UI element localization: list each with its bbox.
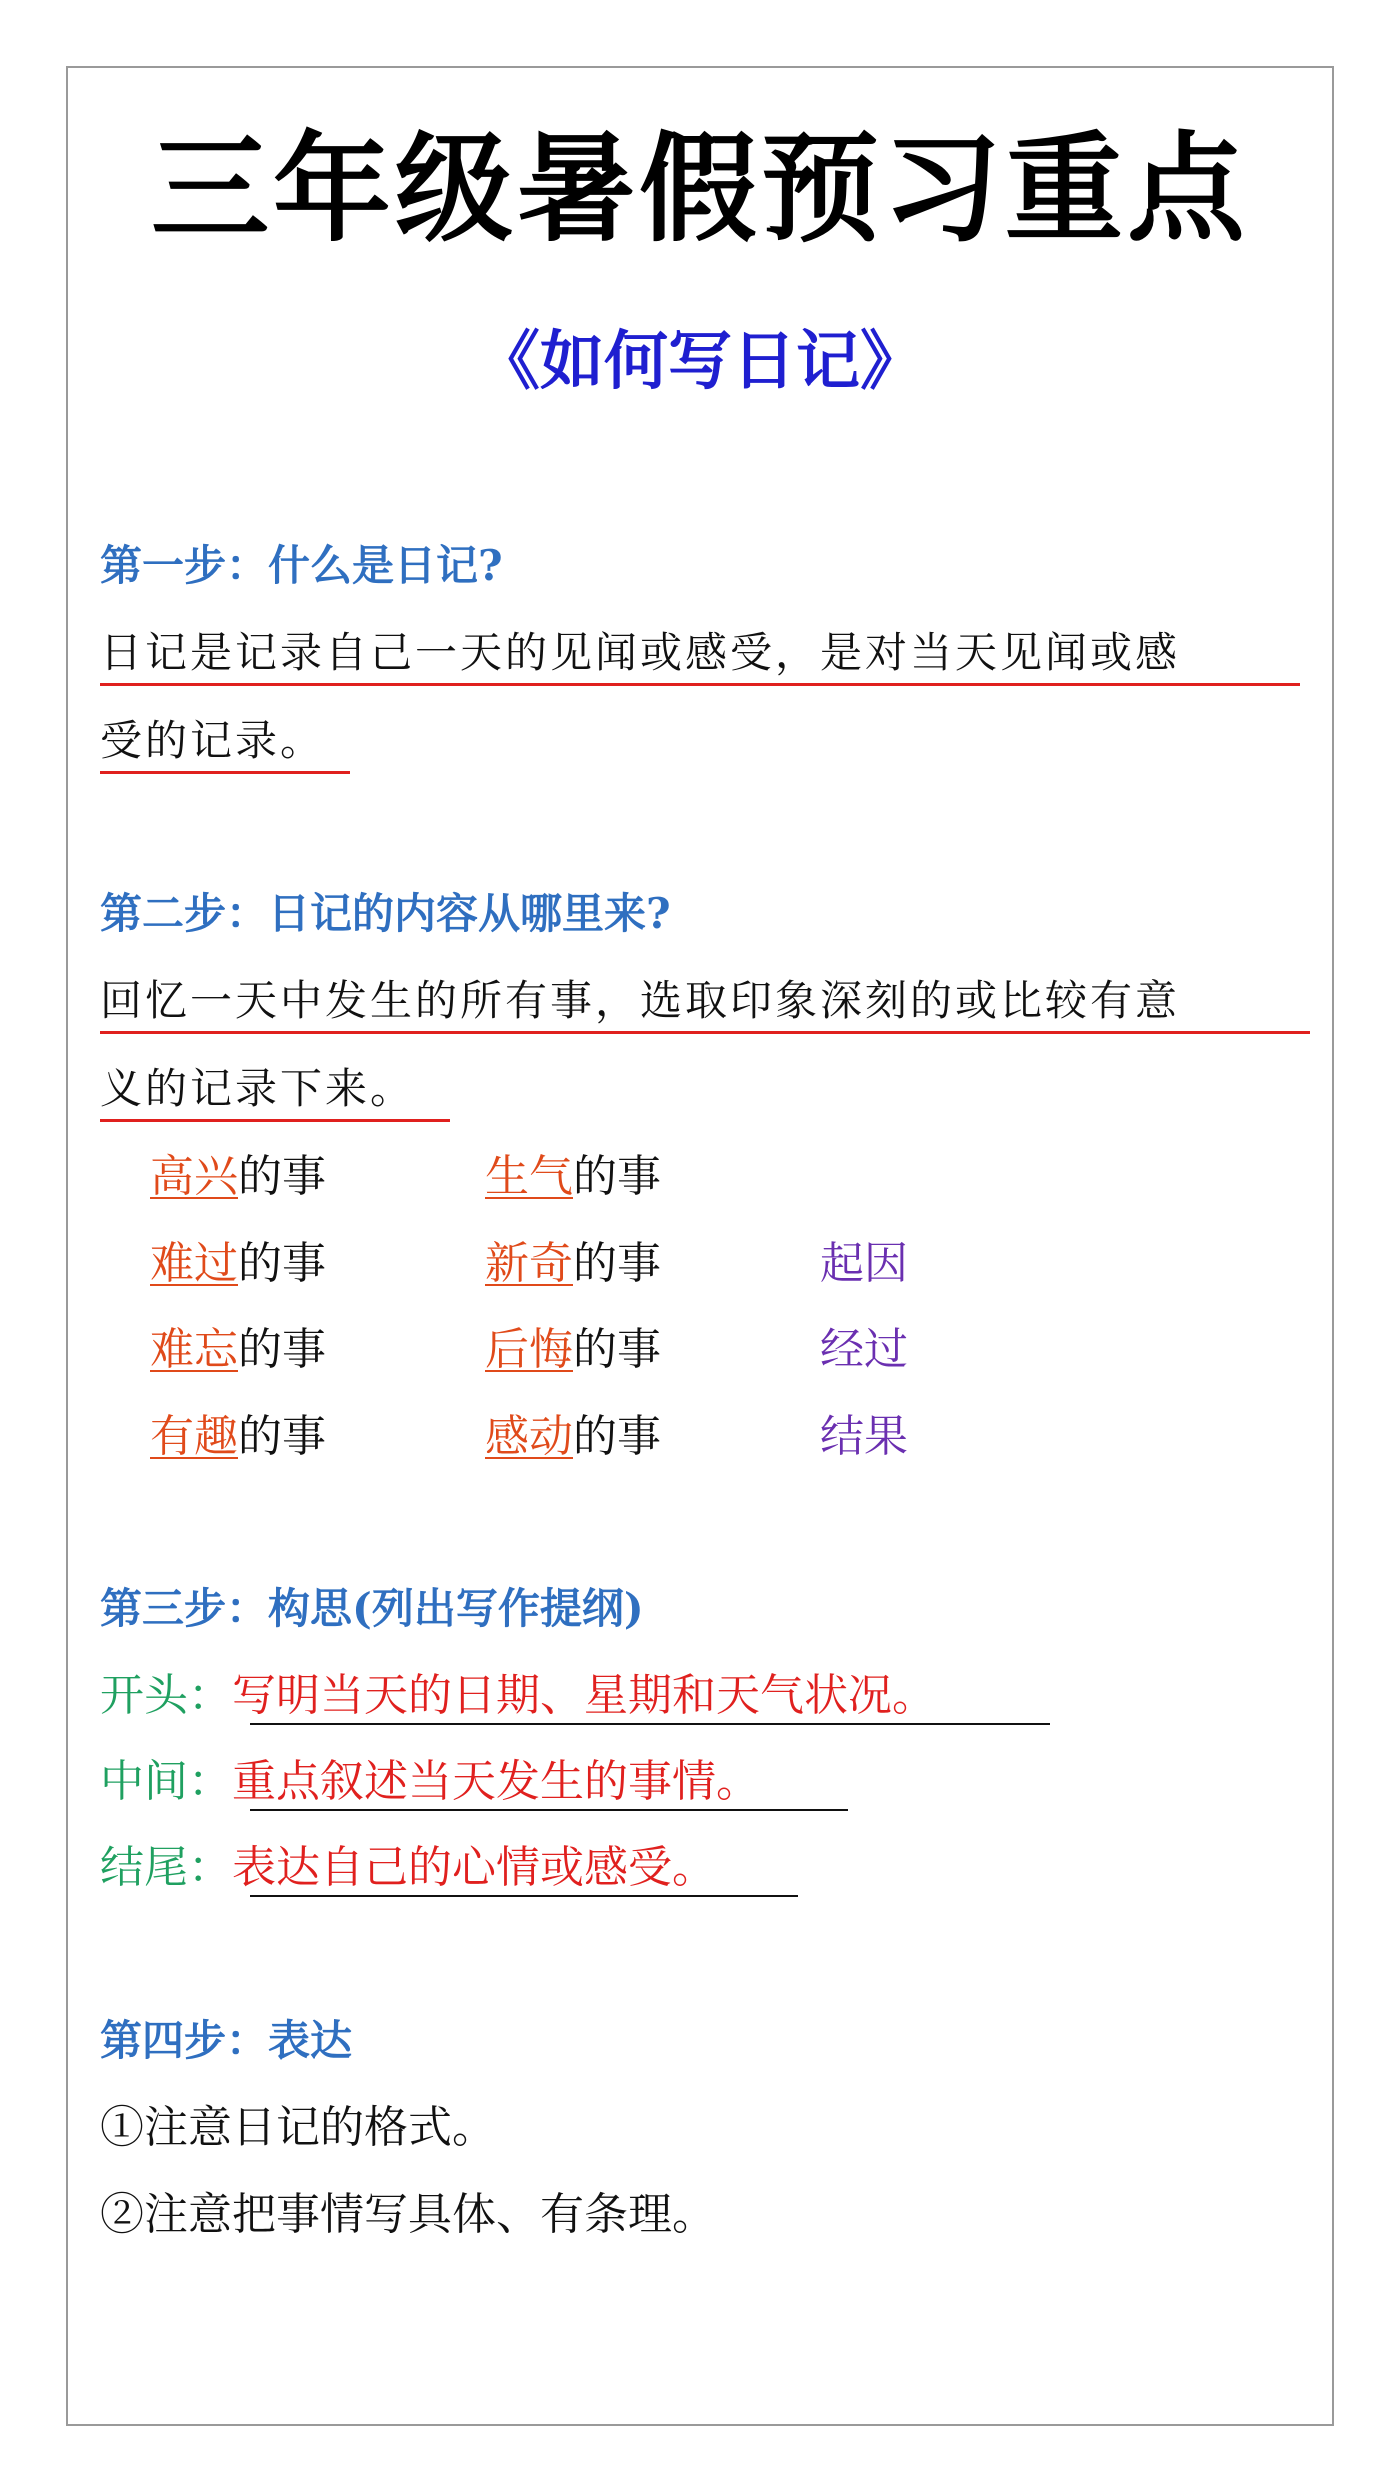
event-item: 有趣的事 [150, 1411, 326, 1462]
event-item: 后悔的事 [485, 1324, 661, 1375]
outline-middle-underline [250, 1809, 848, 1811]
step3-heading: 第三步：构思(列出写作提纲) [100, 1584, 644, 1633]
outline-opening: 开头：写明当天的日期、星期和天气状况。 [100, 1670, 936, 1721]
outline-opening-underline [250, 1723, 1050, 1725]
story-part-result: 结果 [820, 1411, 908, 1462]
outline-ending: 结尾：表达自己的心情或感受。 [100, 1842, 716, 1893]
step2-line-1: 回忆一天中发生的所有事，选取印象深刻的或比较有意 [100, 976, 1181, 1025]
step1-underline-1 [100, 683, 1300, 686]
event-item: 感动的事 [485, 1411, 661, 1462]
story-part-cause: 起因 [820, 1238, 908, 1289]
step2-underline-2 [100, 1119, 450, 1122]
event-item: 难忘的事 [150, 1324, 326, 1375]
outline-ending-underline [250, 1895, 798, 1897]
step1-line-1: 日记是记录自己一天的见闻或感受，是对当天见闻或感 [100, 628, 1181, 677]
event-item: 生气的事 [485, 1151, 661, 1202]
event-item: 难过的事 [150, 1238, 326, 1289]
page-subtitle: 《如何写日记》 [476, 325, 924, 399]
story-part-process: 经过 [820, 1324, 908, 1375]
step1-line-2: 受的记录。 [100, 716, 326, 765]
step1-underline-2 [100, 771, 350, 774]
step1-heading: 第一步：什么是日记? [100, 541, 503, 590]
outline-middle: 中间：重点叙述当天发生的事情。 [100, 1756, 760, 1807]
expression-item: ②注意把事情写具体、有条理。 [100, 2189, 716, 2240]
step2-heading: 第二步：日记的内容从哪里来? [100, 889, 671, 938]
step2-line-2: 义的记录下来。 [100, 1064, 416, 1113]
event-item: 新奇的事 [485, 1238, 661, 1289]
expression-item: ①注意日记的格式。 [100, 2102, 496, 2153]
step2-underline-1 [100, 1031, 1310, 1034]
step4-heading: 第四步：表达 [100, 2016, 353, 2065]
page-title: 三年级暑假预习重点 [150, 120, 1249, 258]
event-item: 高兴的事 [150, 1151, 326, 1202]
